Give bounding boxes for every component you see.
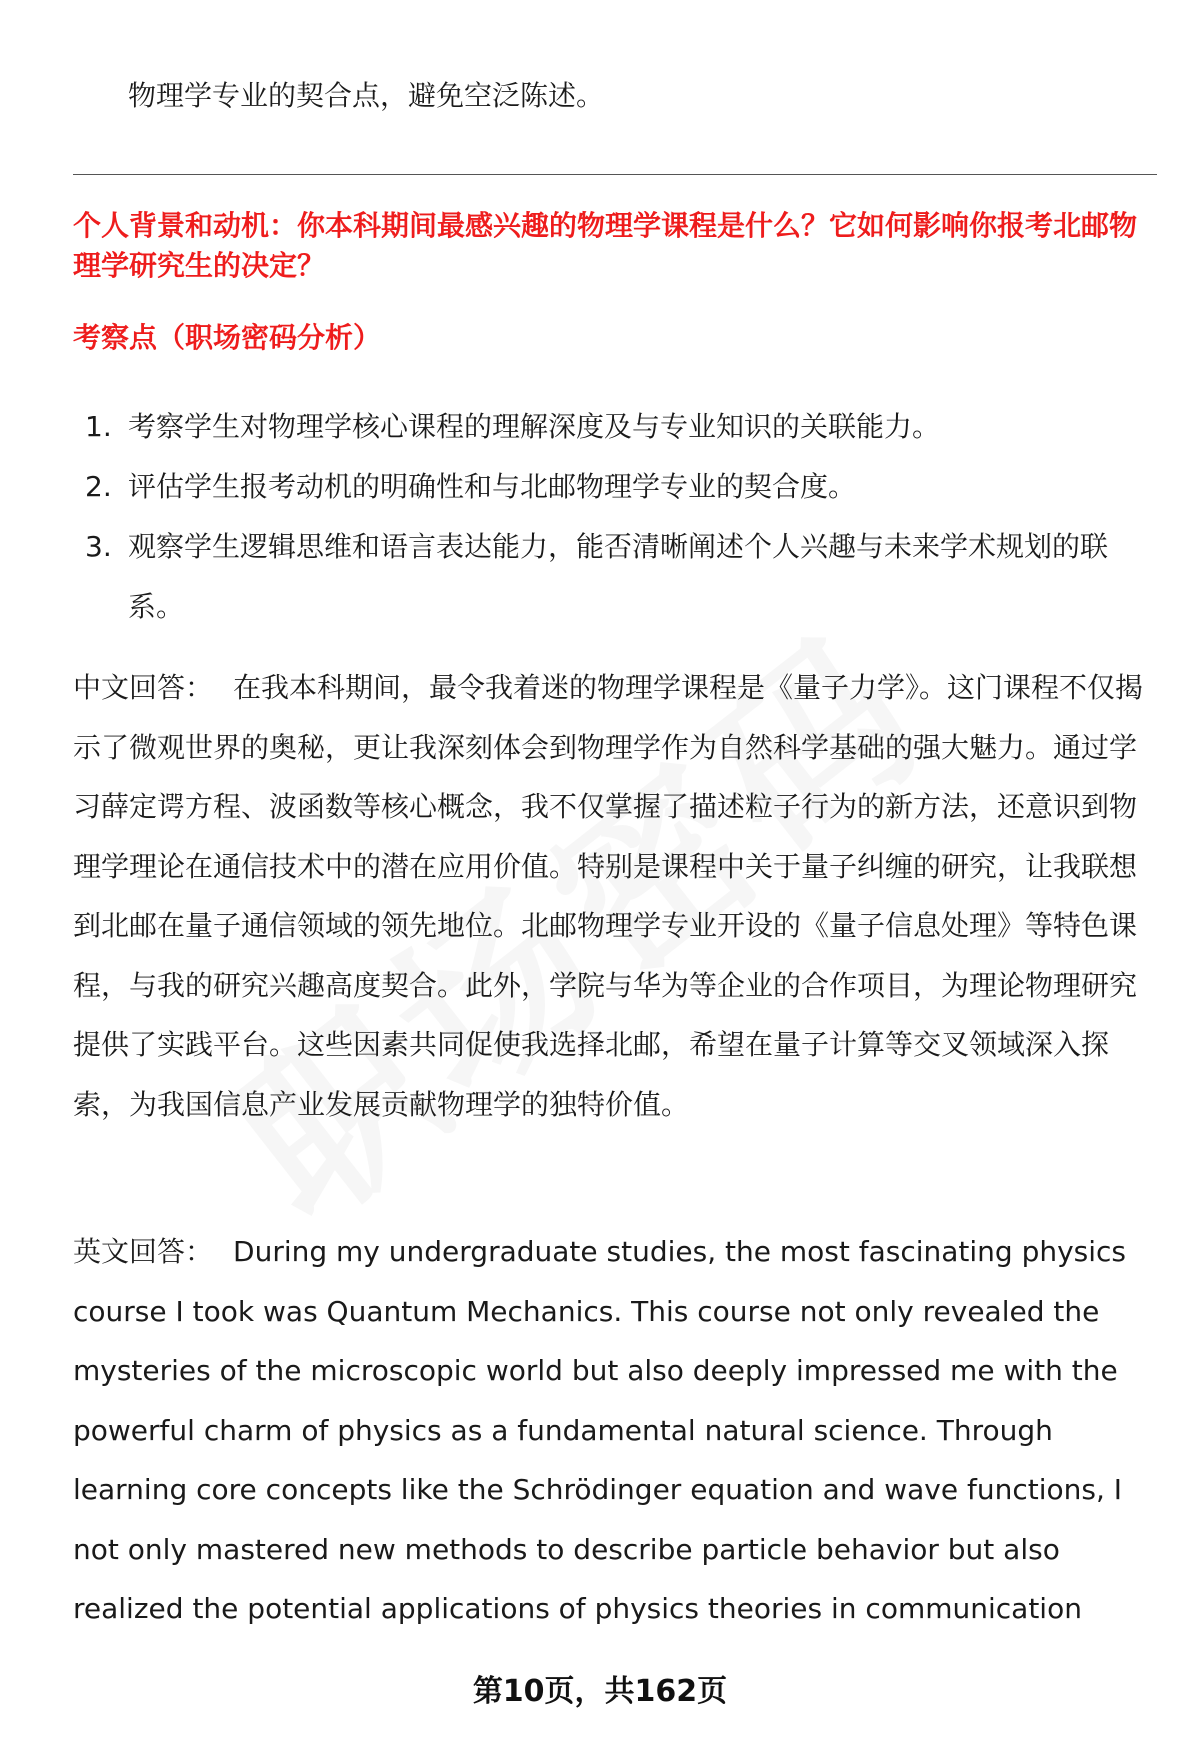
assessment-points-label: 考察点（职场密码分析）: [73, 321, 382, 354]
section-divider: [73, 174, 1157, 175]
page-number: 第10页，共162页: [472, 1674, 728, 1709]
list-item-text: 评估学生报考动机的明确性和与北邮物理学专业的契合度。: [128, 470, 857, 503]
list-item-text: 考察学生对物理学核心课程的理解深度及与专业知识的关联能力。: [128, 410, 941, 443]
list-item: [73, 397, 1163, 457]
english-answer-label: 英文回答：: [73, 1235, 214, 1268]
list-item-number: 2.: [85, 470, 112, 503]
list-item: [73, 517, 1163, 637]
chinese-answer-text: 在我本科期间，最令我着迷的物理学课程是《量子力学》。这门课程不仅揭示了微观世界的奥秘，更让我深刻体会到物理学作为自然科学基础的强大魅力。通过学习薛定谔方程、波函数等核心概念，我不仅掌握了描述粒子行为的新方法，还意识到物理学理论在通信技术中的潜在应用价值。特别是课程中关于量子纠缠的研究，让我联想到北邮在量子通信领域的领先地位。北邮物理学专业开设的《量子信息处理》等特色课程，与我的研究兴趣高度契合。此外，学院与华为等企业的合作项目，为理论物理研究提供了实践平台。这些因素共同促使我选择北邮，希望在量子计算等交叉领域深入探索，为我国信息产业发展贡献物理学的独特价值。: [73, 671, 1144, 1121]
english-answer: [73, 1222, 1163, 1639]
list-item: [73, 457, 1163, 517]
list-item-number: 3.: [85, 530, 112, 563]
question-heading: 个人背景和动机：你本科期间最感兴趣的物理学课程是什么？它如何影响你报考北邮物理学研究生的决定？: [73, 209, 1138, 282]
list-item-number: 1.: [85, 410, 112, 443]
chinese-answer-label: 中文回答：: [73, 671, 214, 704]
english-answer-text: During my undergraduate studies, the most fascinating physics course I took was Quantum Mechanics. This course not only revealed the mysteries of the microscopic world but also deeply impressed me with the powerful charm of physics as a fundamental natural science. Through learning core concepts like the Schrödinger equation and wave functions, I not only mastered new methods to describe particle behavior but also realized the potential applications of physics theories in communication: [73, 1235, 1127, 1625]
chinese-answer: [73, 658, 1163, 1134]
assessment-points-list: [73, 397, 1163, 637]
continuation-text: 物理学专业的契合点，避免空泛陈述。: [128, 79, 605, 112]
list-item-text: 观察学生逻辑思维和语言表达能力，能否清晰阐述个人兴趣与未来学术规划的联系。: [128, 530, 1109, 623]
